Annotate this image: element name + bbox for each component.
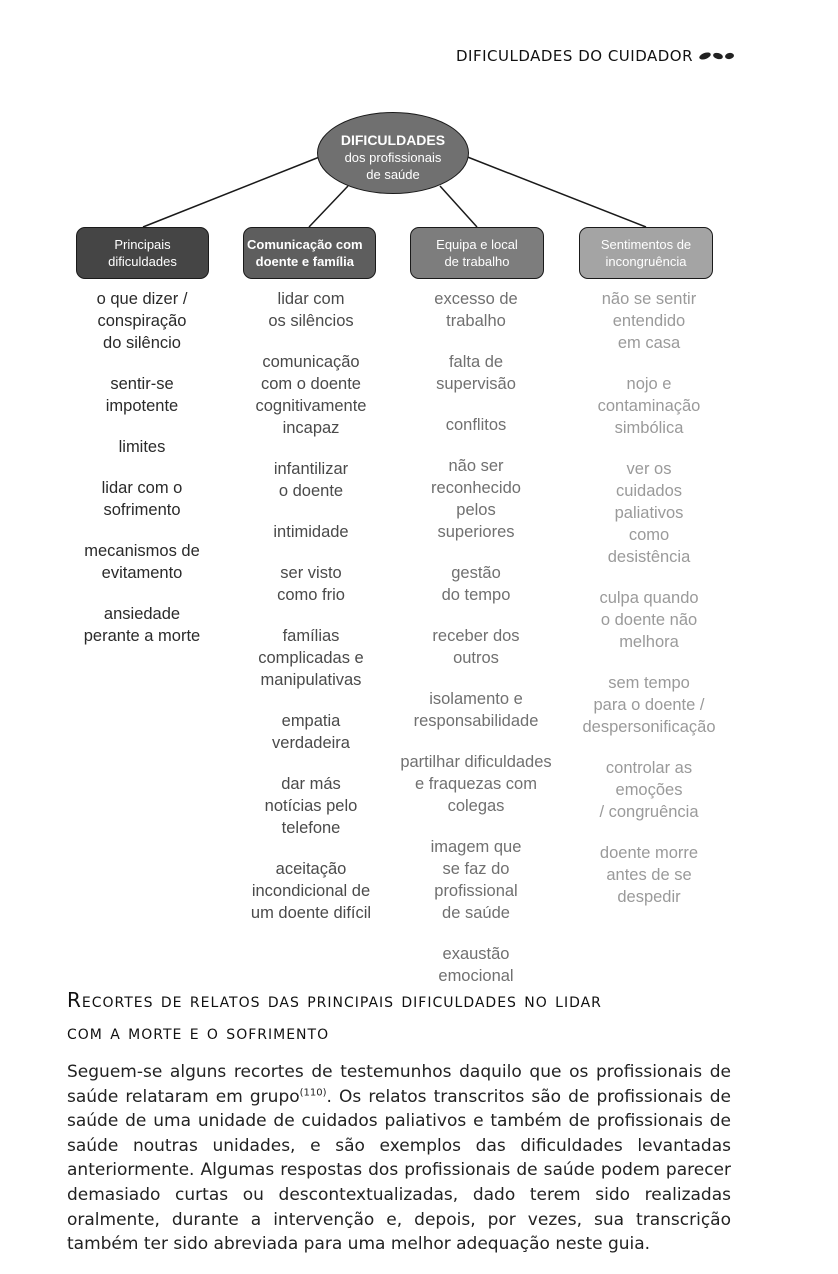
- category-label: Sentimentos de: [600, 237, 692, 252]
- list-item-line: conflitos: [445, 416, 507, 434]
- list-item-line: em casa: [617, 334, 681, 352]
- list-item: [568, 842, 730, 908]
- list-item-line: supervisão: [436, 375, 516, 393]
- list-item: [68, 436, 216, 458]
- list-item-line: ser visto: [280, 564, 342, 582]
- list-item: [68, 477, 216, 521]
- connector-line: [143, 156, 322, 227]
- list-item: [236, 521, 386, 543]
- list-item: [236, 858, 386, 924]
- category-label: doente e família: [255, 254, 354, 269]
- list-item-line: paliativos: [614, 504, 684, 522]
- list-item-line: pelos: [456, 501, 496, 519]
- list-item-line: o doente: [278, 482, 344, 500]
- list-item-line: manipulativas: [260, 671, 362, 689]
- category-label: de trabalho: [444, 254, 510, 269]
- category-comunicacao: [243, 227, 376, 279]
- list-item-line: comunicação: [262, 353, 360, 371]
- list-item-line: telefone: [281, 819, 341, 837]
- list-item: [390, 836, 562, 924]
- list-item-line: incondicional de: [251, 882, 371, 900]
- list-item: [568, 757, 730, 823]
- list-item-line: ansiedade: [103, 605, 181, 623]
- list-item: [236, 562, 386, 606]
- list-item-line: o que dizer /: [96, 290, 188, 308]
- central-node-line: dos profissionais: [344, 150, 442, 165]
- list-item-line: trabalho: [446, 312, 506, 330]
- list-item-line: isolamento e: [429, 690, 523, 708]
- list-item-line: infantilizar: [273, 460, 349, 478]
- list-item-line: famílias: [282, 627, 340, 645]
- category-label: incongruência: [605, 254, 687, 269]
- list-item-line: falta de: [448, 353, 504, 371]
- list-item-line: mecanismos de: [84, 542, 200, 560]
- list-item-line: conspiração: [97, 312, 187, 330]
- list-item-line: empatia: [281, 712, 341, 730]
- list-item-line: partilhar dificuldades: [400, 753, 552, 771]
- list-item: [390, 455, 562, 543]
- list-item-line: contaminação: [597, 397, 701, 415]
- list-item-line: outros: [453, 649, 499, 667]
- list-item: [390, 751, 562, 817]
- list-item-line: emoções: [615, 781, 683, 799]
- list-item-line: o doente não: [600, 611, 698, 629]
- list-item-line: limites: [118, 438, 166, 456]
- list-item-line: despersonificação: [582, 718, 716, 736]
- list-item-line: como: [628, 526, 670, 544]
- list-item: [390, 562, 562, 606]
- list-item-line: não se sentir: [601, 290, 697, 308]
- list-item: [236, 773, 386, 839]
- list-item-line: receber dos: [432, 627, 520, 645]
- list-item-line: lidar com: [277, 290, 345, 308]
- section-title-line: Recortes de relatos das principais dificuldades no lidar: [67, 988, 602, 1012]
- citation-ref: (110): [299, 1086, 327, 1098]
- list-item-line: impotente: [105, 397, 179, 415]
- list-item: [68, 288, 216, 354]
- list-item-line: gestão: [451, 564, 501, 582]
- list-item-line: verdadeira: [272, 734, 350, 752]
- list-item: [568, 373, 730, 439]
- list-item-line: melhora: [619, 633, 679, 651]
- central-node-line: de saúde: [366, 167, 420, 182]
- list-item-line: colegas: [447, 797, 505, 815]
- paragraph-text: Seguem-se alguns recortes de testemunhos daquilo que os profissionais de saúde relataram em grupo: [67, 1062, 731, 1107]
- connector-line: [465, 156, 646, 227]
- list-item: [236, 710, 386, 754]
- list-item-line: excesso de: [434, 290, 518, 308]
- paragraph-text: . Os relatos transcritos são de profissionais de saúde de uma unidade de cuidados paliativos e também de profissionais de saúde noutras unidades, e são exemplos das dificuldades levantadas anteriormente. Algumas respostas dos profissionais de saúde podem parecer demasiado curtas ou descontextualizadas, dado terem sido realizadas oralmente, durante a intervenção e, depois, por vezes, sua transcrição também ter sido abreviada para uma melhor adequação neste guia.: [67, 1086, 732, 1255]
- list-item-line: culpa quando: [599, 589, 699, 607]
- list-item-line: de saúde: [442, 904, 510, 922]
- list-item-line: para o doente /: [593, 696, 705, 714]
- list-item-line: reconhecido: [431, 479, 521, 497]
- list-item-line: responsabilidade: [413, 712, 539, 730]
- list-item: [390, 351, 562, 395]
- list-item-line: incapaz: [282, 419, 340, 437]
- list-item-line: sofrimento: [103, 501, 181, 519]
- list-item-line: dar más: [281, 775, 341, 793]
- list-item-line: desistência: [607, 548, 691, 566]
- section-title-line: com a morte e o sofrimento: [67, 1020, 330, 1044]
- list-item: [236, 458, 386, 502]
- list-item-line: doente morre: [599, 844, 699, 862]
- body-paragraph: [67, 1060, 731, 1257]
- category-label: Comunicação com: [247, 237, 363, 252]
- list-item: [236, 351, 386, 439]
- list-item-line: imagem que: [430, 838, 522, 856]
- list-item: [390, 288, 562, 332]
- list-item-line: cuidados: [615, 482, 683, 500]
- list-item: [568, 458, 730, 568]
- connector-line: [440, 186, 477, 227]
- list-item: [236, 288, 386, 332]
- list-item-line: sentir-se: [110, 375, 174, 393]
- list-item-line: os silêncios: [268, 312, 354, 330]
- category-equipa-trabalho: [410, 227, 544, 279]
- list-item: [68, 540, 216, 584]
- column-principais-dificuldades: [68, 288, 216, 666]
- list-item-line: intimidade: [273, 523, 349, 541]
- list-item-line: profissional: [434, 882, 518, 900]
- category-principais-dificuldades: [76, 227, 209, 279]
- list-item-line: lidar com o: [101, 479, 183, 497]
- list-item-line: nojo e: [626, 375, 672, 393]
- list-item: [568, 288, 730, 354]
- list-item: [390, 414, 562, 436]
- list-item: [390, 943, 562, 987]
- section-title: [67, 984, 767, 1048]
- list-item-line: superiores: [437, 523, 515, 541]
- list-item: [568, 587, 730, 653]
- list-item-line: simbólica: [614, 419, 684, 437]
- list-item-line: se faz do: [442, 860, 510, 878]
- list-item-line: exaustão: [442, 945, 510, 963]
- category-label: dificuldades: [108, 254, 177, 269]
- list-item: [236, 625, 386, 691]
- list-item: [568, 672, 730, 738]
- list-item-line: não ser: [448, 457, 504, 475]
- column-sentimentos: [568, 288, 730, 927]
- list-item-line: emocional: [438, 967, 514, 985]
- list-item-line: entendido: [612, 312, 686, 330]
- column-comunicacao: [236, 288, 386, 943]
- list-item-line: do silêncio: [103, 334, 181, 352]
- list-item-line: como frio: [277, 586, 345, 604]
- list-item-line: aceitação: [275, 860, 347, 878]
- category-label: Equipa e local: [436, 237, 518, 252]
- list-item-line: ver os: [626, 460, 672, 478]
- list-item-line: cognitivamente: [255, 397, 367, 415]
- column-equipa-trabalho: [390, 288, 562, 1006]
- list-item: [390, 625, 562, 669]
- list-item-line: antes de se: [606, 866, 692, 884]
- list-item-line: e fraquezas com: [415, 775, 537, 793]
- list-item-line: notícias pelo: [264, 797, 358, 815]
- list-item-line: perante a morte: [83, 627, 201, 645]
- list-item-line: um doente difícil: [250, 904, 372, 922]
- list-item-line: do tempo: [441, 586, 511, 604]
- list-item-line: controlar as: [605, 759, 693, 777]
- list-item-line: evitamento: [101, 564, 183, 582]
- category-sentimentos: [579, 227, 713, 279]
- connector-line: [309, 186, 348, 227]
- list-item-line: complicadas e: [258, 649, 364, 667]
- central-node: [317, 112, 469, 194]
- list-item-line: com o doente: [261, 375, 361, 393]
- list-item: [68, 373, 216, 417]
- running-title: DIFICULDADES DO CUIDADOR: [456, 47, 694, 65]
- list-item-line: sem tempo: [608, 674, 690, 692]
- category-label: Principais: [114, 237, 171, 252]
- list-item: [390, 688, 562, 732]
- list-item-line: / congruência: [599, 803, 699, 821]
- central-node-title: DIFICULDADES: [340, 132, 446, 148]
- list-item: [68, 603, 216, 647]
- list-item-line: despedir: [617, 888, 681, 906]
